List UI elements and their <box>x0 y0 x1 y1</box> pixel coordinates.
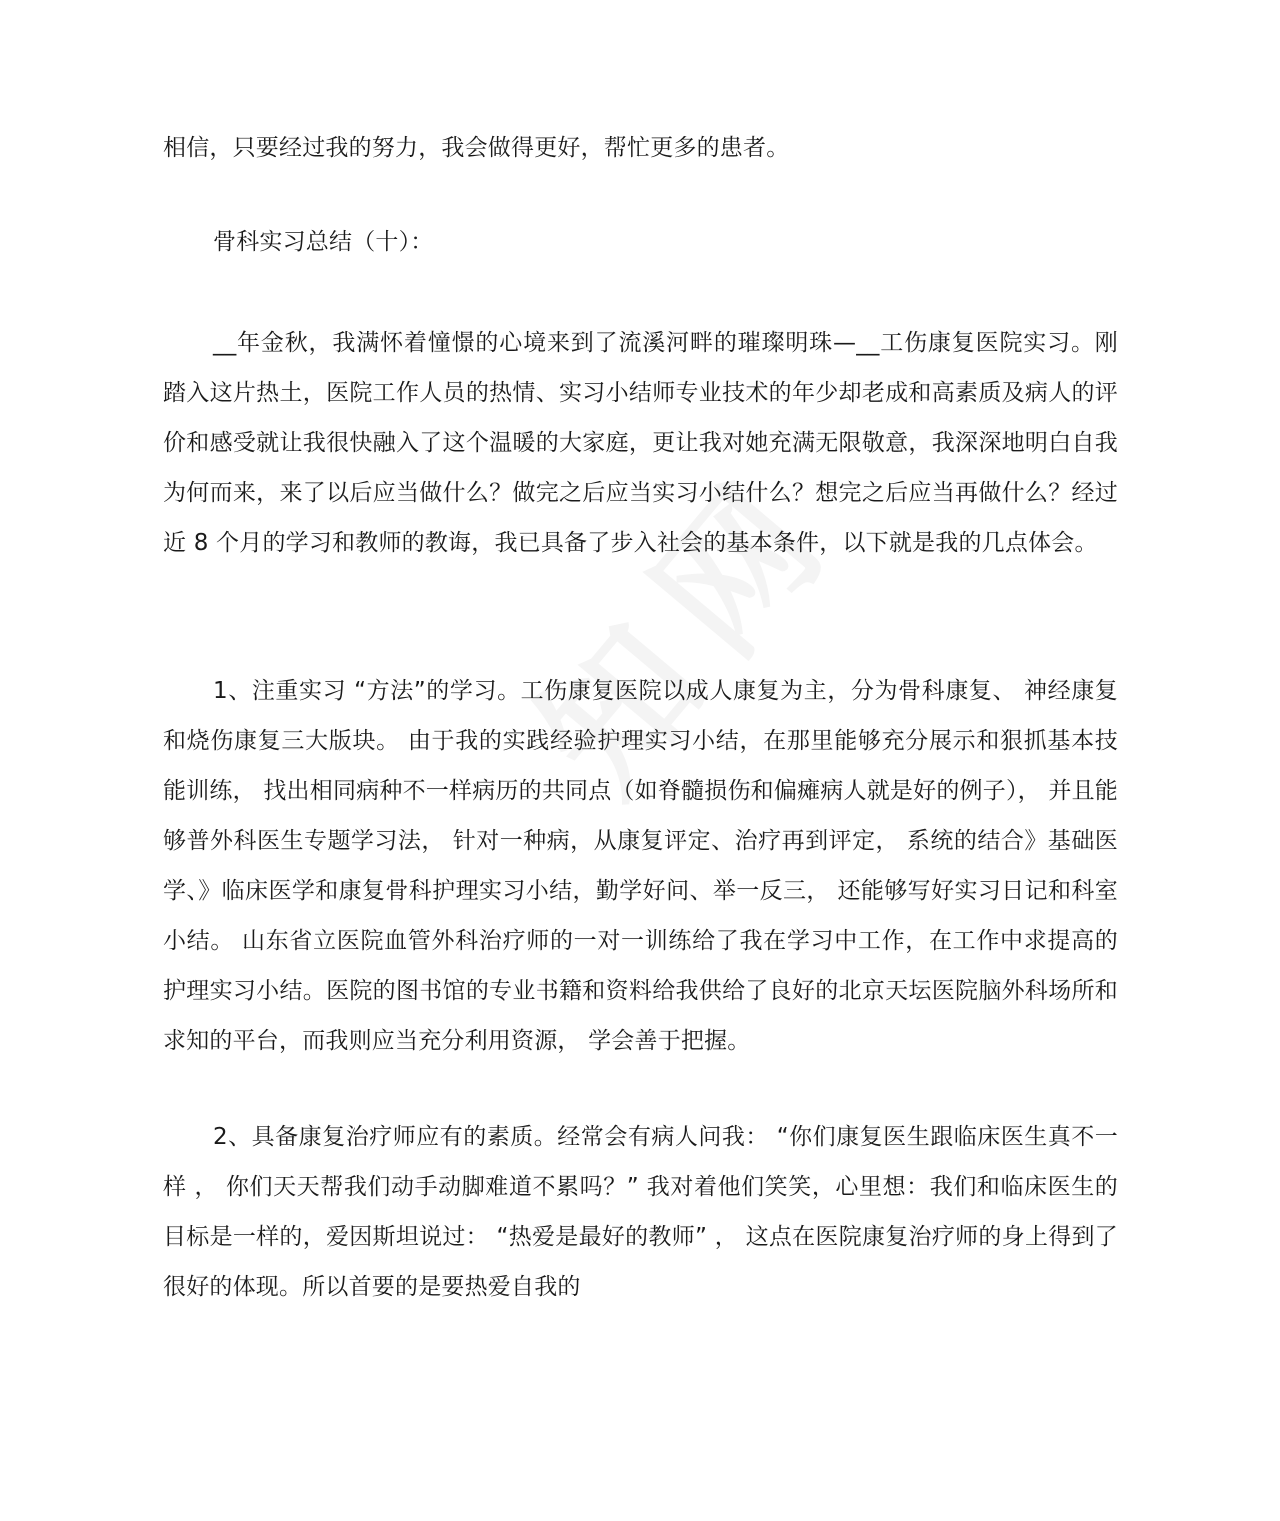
point-2-paragraph: 2、具备康复治疗师应有的素质。经常会有病人问我： “你们康复医生跟临床医生真不一样 ， 你们天天帮我们动手动脚难道不累吗？” 我对着他们笑笑，心里想：我们和临床医生的目标是一样的，爱因斯坦说过： “热爱是最好的教师” ， 这点在医院康复治疗师的身上得到了很好的体现。所以首要的是要热爱自我的 <box>163 1124 1118 1300</box>
continuation-paragraph: 相信，只要经过我的努力，我会做得更好，帮忙更多的患者。 <box>163 135 790 161</box>
intro-paragraph: __年金秋，我满怀着憧憬的心境来到了流溪河畔的璀璨明珠—__工伤康复医院实习。刚踏入这片热土，医院工作人员的热情、实习小结师专业技术的年少却老成和高素质及病人的评价和感受就让我很快融入了这个温暖的大家庭，更让我对她充满无限敬意，我深深地明白自我为何而来，来了以后应当做什么？做完之后应当实习小结什么？想完之后应当再做什么？经过近 8 个月的学习和教师的教诲，我已具备了步入社会的基本条件，以下就是我的几点体会。 <box>163 330 1118 556</box>
point-1-paragraph: 1、注重实习 “方法”的学习。工伤康复医院以成人康复为主，分为骨科康复、 神经康复和烧伤康复三大版块。 由于我的实践经验护理实习小结，在那里能够充分展示和狠抓基本技能训练， 找出相同病种不一样病历的共同点（如脊髓损伤和偏瘫病人就是好的例子）， 并且能够普外科医生专题学习法， 针对一种病，从康复评定、治疗再到评定， 系统的结合》基础医学、》临床医学和康复骨科护理实习小结，勤学好问、举一反三， 还能够写好实习日记和科室小结。 山东省立医院血管外科治疗师的一对一训练给了我在学习中工作，在工作中求提高的护理实习小结。医院的图书馆的专业书籍和资料给我供给了良好的北京天坛医院脑外科场所和求知的平台，而我则应当充分利用资源， 学会善于把握。 <box>163 678 1118 1054</box>
section-heading: 骨科实习总结（十）： <box>213 229 434 255</box>
